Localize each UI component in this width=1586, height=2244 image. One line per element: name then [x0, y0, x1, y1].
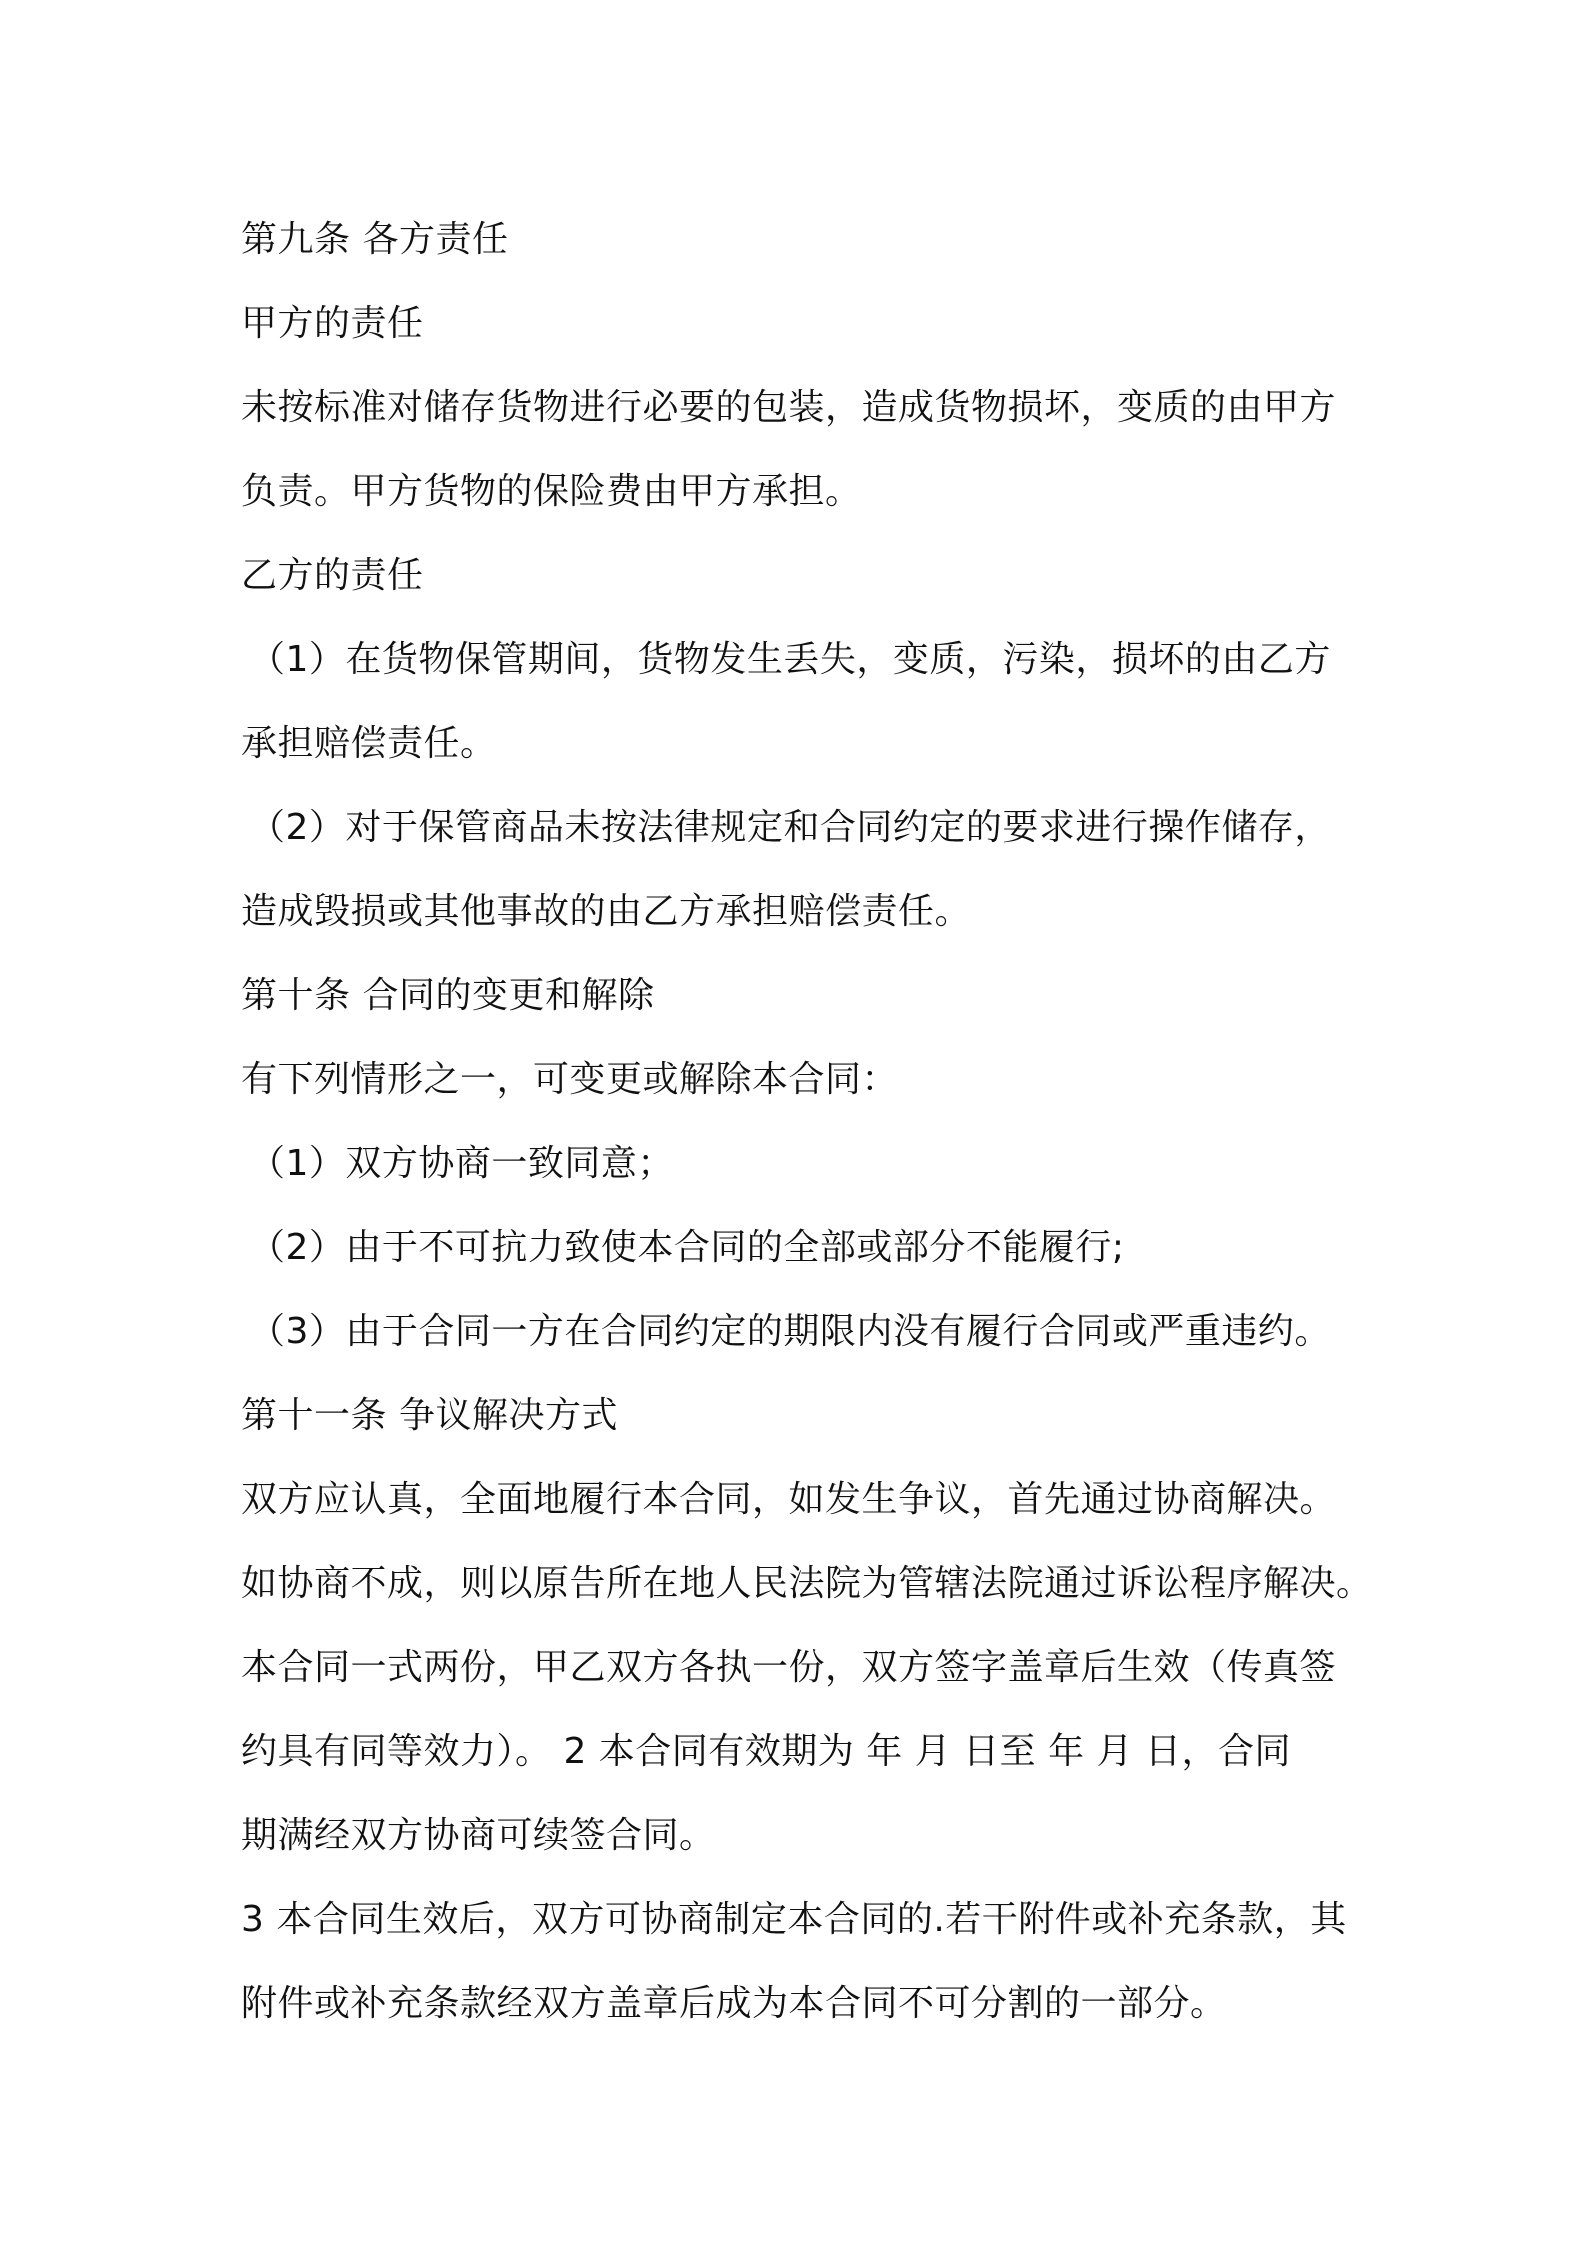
paragraph-line: 期满经双方协商可续签合同。: [241, 1815, 716, 1856]
paragraph-line: 约具有同等效力）。 2 本合同有效期为 年 月 日至 年 月 日，合同: [241, 1731, 1291, 1772]
article-9-heading: 第九条 各方责任: [241, 219, 509, 260]
paragraph-line: 附件或补充条款经双方盖章后成为本合同不可分割的一部分。: [241, 1983, 1227, 2024]
article-10-heading: 第十条 合同的变更和解除: [241, 975, 655, 1016]
document-body: [241, 198, 1391, 2046]
paragraph-line: 未按标准对储存货物进行必要的包装，造成货物损坏，变质的由甲方: [241, 387, 1337, 428]
party-a-heading: 甲方的责任: [241, 303, 424, 344]
paragraph-line: 如协商不成，则以原告所在地人民法院为管辖法院通过诉讼程序解决。: [241, 1563, 1373, 1604]
paragraph-line: 造成毁损或其他事故的由乙方承担赔偿责任。: [241, 891, 972, 932]
paragraph-line: 负责。甲方货物的保险费由甲方承担。: [241, 471, 862, 512]
paragraph-line: 承担赔偿责任。: [241, 723, 497, 764]
paragraph-line: 本合同一式两份，甲乙双方各执一份，双方签字盖章后生效（传真签: [241, 1647, 1337, 1688]
article-11-heading: 第十一条 争议解决方式: [241, 1395, 618, 1436]
list-item: （2）由于不可抗力致使本合同的全部或部分不能履行;: [249, 1227, 1125, 1268]
list-item: （1）双方协商一致同意；: [249, 1143, 674, 1184]
party-b-heading: 乙方的责任: [241, 555, 424, 596]
list-item: （2）对于保管商品未按法律规定和合同约定的要求进行操作储存，: [249, 807, 1331, 848]
list-item: （3）由于合同一方在合同约定的期限内没有履行合同或严重违约。: [249, 1311, 1331, 1352]
list-item: （1）在货物保管期间，货物发生丢失，变质，污染，损坏的由乙方: [249, 639, 1331, 680]
paragraph-line: 3 本合同生效后，双方可协商制定本合同的.若干附件或补充条款，其: [241, 1899, 1347, 1940]
paragraph-line: 双方应认真，全面地履行本合同，如发生争议，首先通过协商解决。: [241, 1479, 1337, 1520]
paragraph-line: 有下列情形之一，可变更或解除本合同：: [241, 1059, 899, 1100]
